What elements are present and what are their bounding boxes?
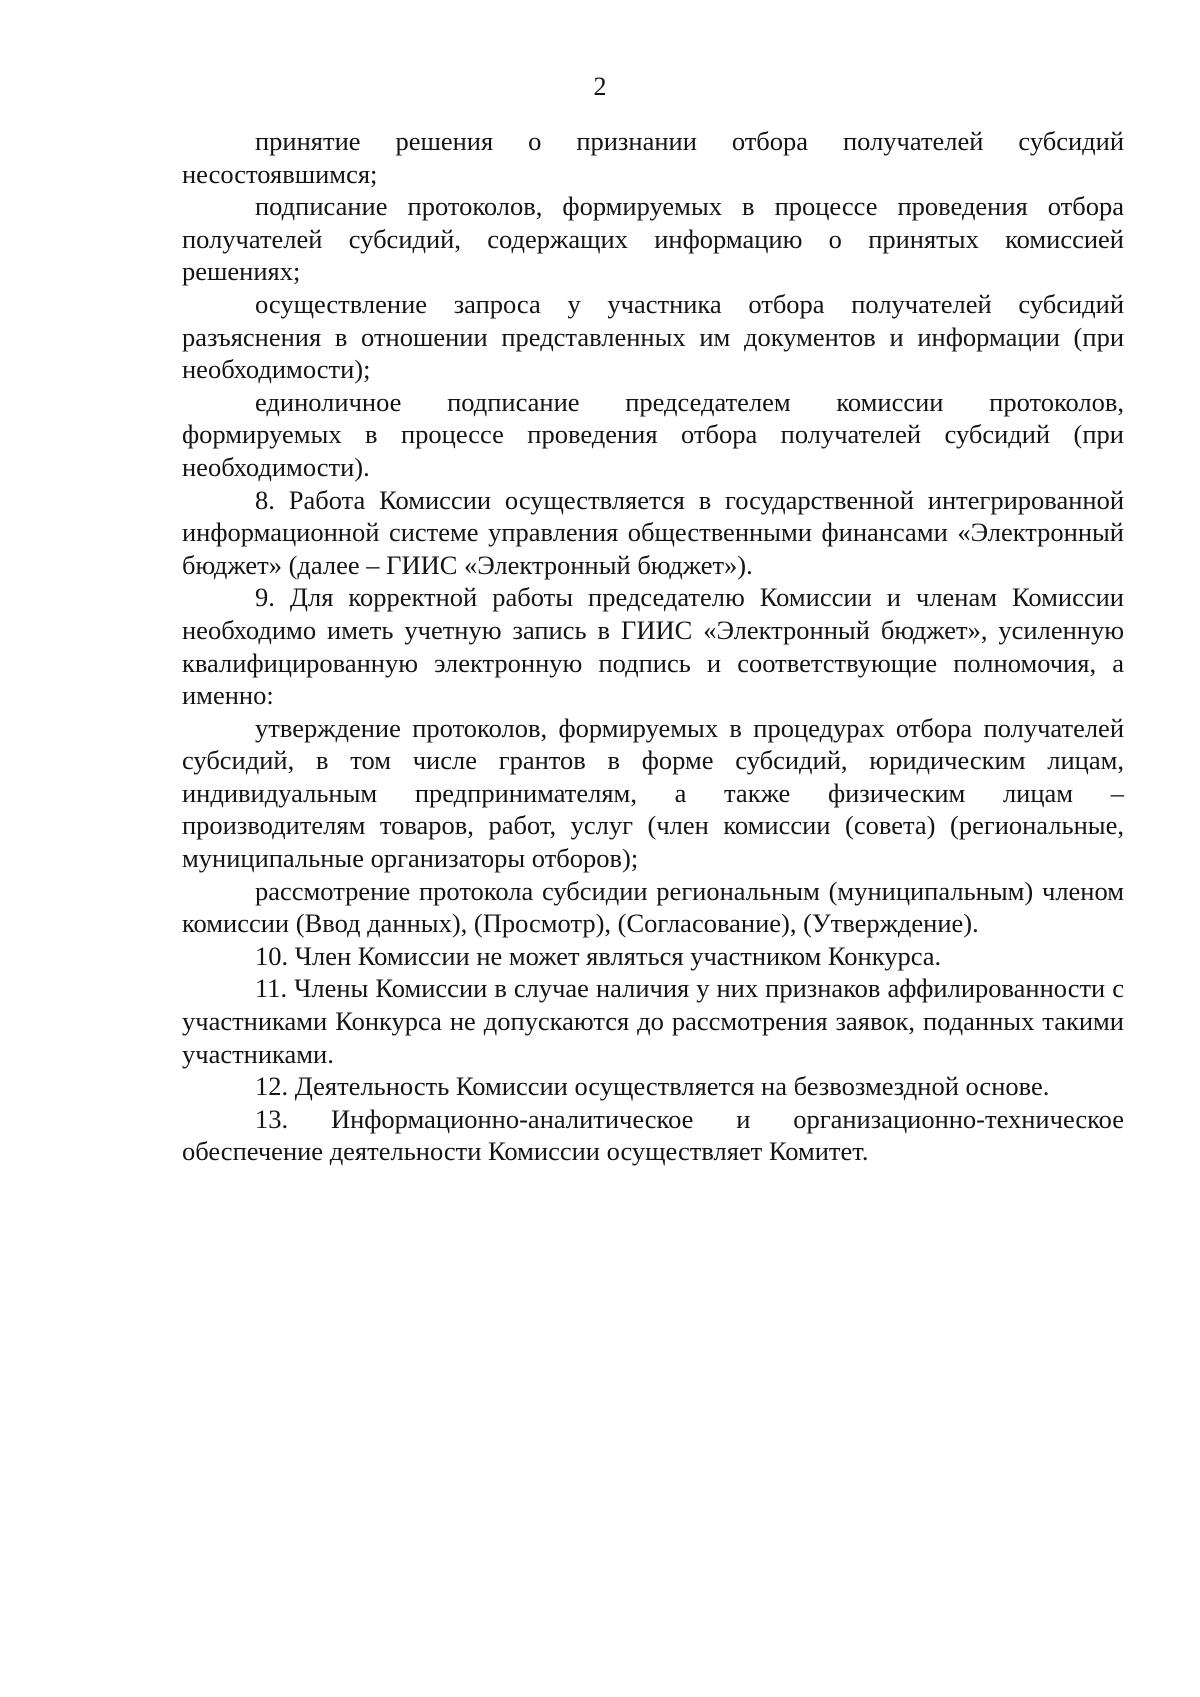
- paragraph-item-9: 9. Для корректной работы председателю Комиссии и членам Комиссии необходимо иметь учетную запись в ГИИС «Электронный бюджет», усиленную квалифицированную электронную подпись и соответствующие полномочия, а именно:: [182, 582, 1124, 711]
- paragraph-request-clarification: осуществление запроса у участника отбора получателей субсидий разъяснения в отношении представленных им документов и информации (при необходимости);: [182, 288, 1124, 385]
- paragraph-recognition-failed: принятие решения о признании отбора получателей субсидий несостоявшимся;: [182, 126, 1124, 189]
- document-body: [182, 125, 1124, 1168]
- paragraph-item-8: 8. Работа Комиссии осуществляется в государственной интегрированной информационной системе управления общественными финансами «Электронный бюджет» (далее – ГИИС «Электронный бюджет»).: [182, 484, 1124, 580]
- paragraph-item-10: 10. Член Комиссии не может являться участником Конкурса.: [255, 940, 942, 971]
- page-number: 2: [593, 72, 607, 101]
- paragraph-approval-protocols: утверждение протоколов, формируемых в процедурах отбора получателей субсидий, в том числе грантов в форме субсидий, юридическим лицам, индивидуальным предпринимателям, а также физическим лицам – производителям товаров, работ, услуг (член комиссии (совета) (региональные, муниципальные организаторы отборов);: [182, 712, 1124, 874]
- paragraph-item-12: 12. Деятельность Комиссии осуществляется на безвозмездной основе.: [255, 1071, 1050, 1102]
- paragraph-signing-protocols: подписание протоколов, формируемых в процессе проведения отбора получателей субсидий, содержащих информацию о принятых комиссией решениях;: [182, 191, 1124, 287]
- paragraph-sole-signing: единоличное подписание председателем комиссии протоколов, формируемых в процессе проведения отбора получателей субсидий (при необходимости).: [182, 386, 1124, 482]
- paragraph-item-11: 11. Члены Комиссии в случае наличия у них признаков аффилированности с участниками Конкурса не допускаются до рассмотрения заявок, поданных такими участниками.: [182, 973, 1124, 1069]
- paragraph-item-13: 13. Информационно-аналитическое и организационно-техническое обеспечение деятельности Комиссии осуществляет Комитет.: [182, 1103, 1124, 1167]
- paragraph-review-protocol: рассмотрение протокола субсидии региональным (муниципальным) членом комиссии (Ввод данных), (Просмотр), (Согласование), (Утверждение).: [182, 875, 1124, 939]
